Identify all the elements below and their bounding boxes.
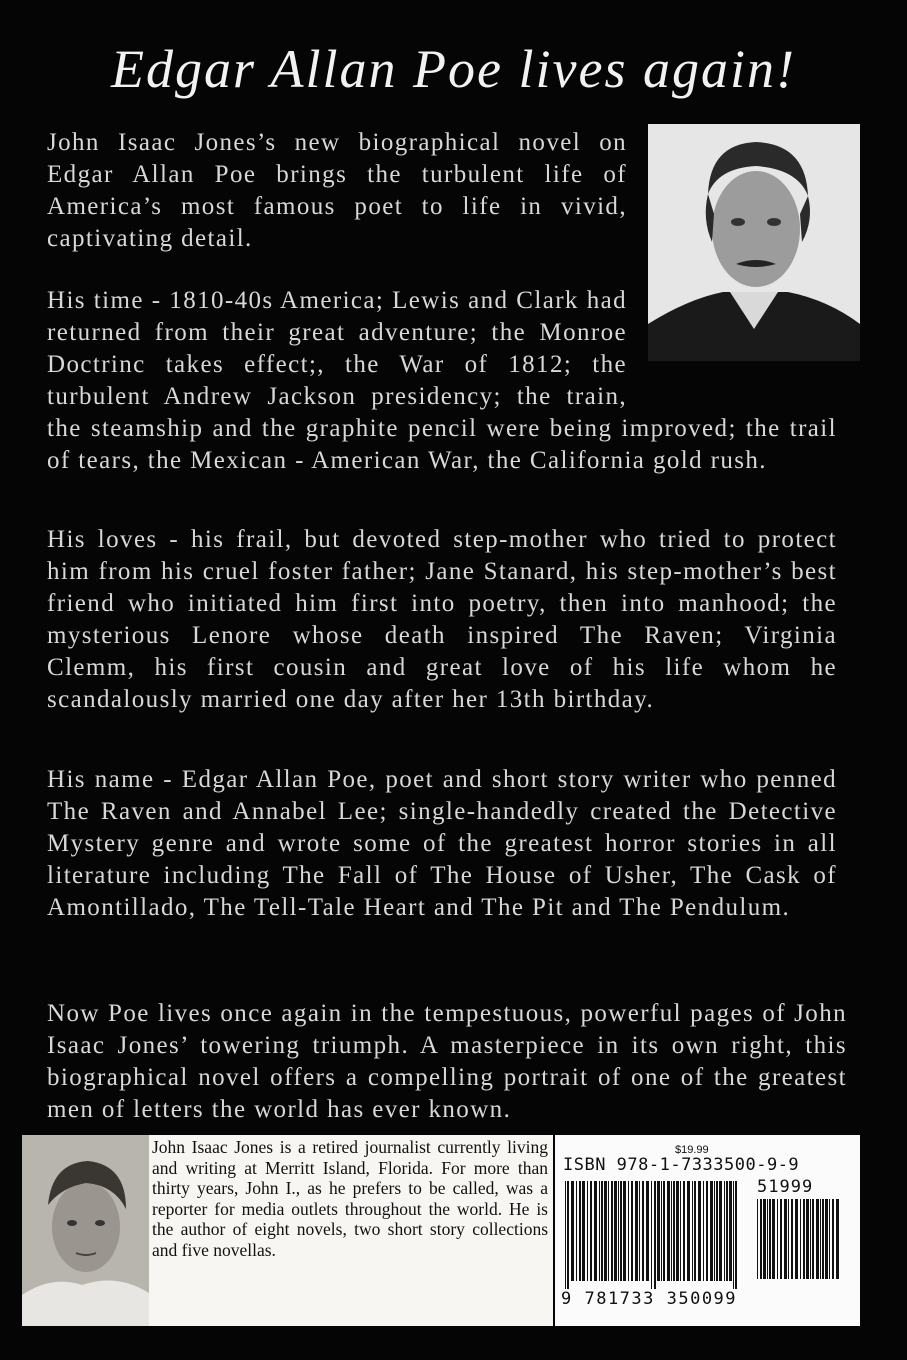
- barcode-bar: [812, 1199, 814, 1279]
- name-paragraph: His name - Edgar Allan Poe, poet and short story writer who penned The Raven and Annabel Lee; single-handedly created the Detective Mystery genre and wrote some of the greatest horror stories in all literature including The Fall of The House of Usher, The Cask of Amontillado, The Tell-Tale Heart and The Pit and The Pendulum.: [47, 766, 837, 921]
- barcode-bar: [769, 1199, 771, 1279]
- addon-barcode: [757, 1199, 847, 1289]
- barcode-bar: [620, 1181, 622, 1281]
- barcode-bar: [735, 1181, 737, 1289]
- barcode-bar: [661, 1181, 662, 1281]
- barcode-bar: [651, 1181, 652, 1289]
- barcode-bar: [582, 1181, 585, 1281]
- barcode-bar: [800, 1199, 801, 1279]
- ean-number: 9 781733 350099: [561, 1289, 738, 1309]
- barcode-bar: [777, 1199, 778, 1279]
- barcode-bar: [806, 1199, 809, 1279]
- barcode-bar: [590, 1181, 592, 1281]
- barcode-bar: [716, 1181, 718, 1281]
- barcode-bar: [803, 1199, 805, 1279]
- author-bio: John Isaac Jones is a retired journalist currently living and writing at Merritt Island, Florida. For more than thirty years, John I., as he prefers to be called, was a reporter for media outlets throughout the world. He is the author of eight novels, two short story collections and five novellas.: [152, 1137, 548, 1260]
- barcode-bar: [671, 1181, 672, 1281]
- barcode-bar: [635, 1181, 638, 1281]
- intro-paragraph: John Isaac Jones’s new biographical novel on Edgar Allan Poe brings the turbulent life of America’s most famous poet to life in vivid, captivating detail.: [47, 129, 627, 252]
- barcode-bar: [832, 1199, 834, 1279]
- barcode-bar: [594, 1181, 597, 1281]
- barcode-bar: [836, 1199, 839, 1279]
- barcode-bar: [587, 1181, 588, 1281]
- ean-barcode: [565, 1181, 751, 1291]
- barcode-bar: [729, 1181, 732, 1281]
- barcode-bar: [608, 1181, 609, 1281]
- barcode-bar: [795, 1199, 798, 1279]
- barcode-bar: [683, 1181, 685, 1281]
- barcode-bar: [614, 1181, 617, 1281]
- barcode-bar: [710, 1181, 713, 1281]
- author-photo-image: [22, 1135, 149, 1326]
- barcode-bar: [726, 1181, 728, 1281]
- barcode-bar: [565, 1181, 566, 1289]
- loves-paragraph: His loves - his frail, but devoted step-mother who tried to protect him from his cruel foster father; Jane Stanard, his step-mother’s best friend who initiated him first into poetry, then into manhood; the mysterious Lenore whose death inspired The Raven; Virginia Clemm, his first cousin and great love of his life whom he scandalously married one day after her 13th birthday.: [47, 526, 837, 713]
- time-paragraph-text: His time - 1810-40s America; Lewis and Clark had returned from their great adventure; the Monroe Doctrinc takes effect;, the War of 1812; the turbulent Andrew Jackson presidency; the train, the steamship and the graphite pencil were being improved; the trail of tears, the Mexican - American War, the California gold rush.: [47, 287, 837, 474]
- time-paragraph: [47, 285, 837, 477]
- author-box: [22, 1135, 553, 1326]
- barcode-bar: [694, 1181, 696, 1281]
- barcode-bar: [703, 1181, 704, 1281]
- barcode-bar: [618, 1181, 619, 1281]
- barcode-bar: [576, 1181, 577, 1281]
- barcode-bar: [760, 1199, 762, 1279]
- barcode-bar: [611, 1181, 613, 1281]
- barcode-bar: [757, 1199, 758, 1279]
- barcode-bar: [642, 1181, 644, 1281]
- barcode-bar: [628, 1181, 629, 1281]
- barcode-bar: [810, 1199, 811, 1279]
- barcode-bar: [791, 1199, 793, 1279]
- barcode-bar: [599, 1181, 600, 1281]
- isbn-label: ISBN 978-1-7333500-9-9: [563, 1155, 800, 1175]
- barcode-bar: [724, 1181, 725, 1281]
- barcode-bar: [646, 1181, 649, 1281]
- barcode-bar: [571, 1181, 574, 1281]
- headline: Edgar Allan Poe lives again!: [111, 39, 796, 99]
- barcode-bar: [763, 1199, 766, 1279]
- barcode-bar: [601, 1181, 603, 1281]
- barcode-bar: [829, 1199, 830, 1279]
- barcode-bar: [822, 1199, 824, 1279]
- barcode-bar: [654, 1181, 656, 1289]
- barcode-bar: [825, 1199, 828, 1279]
- barcode-bar: [623, 1181, 626, 1281]
- portrait-wrap-spacer: [627, 285, 837, 383]
- addon-number: 51999: [757, 1177, 814, 1197]
- barcode-bar: [687, 1181, 690, 1281]
- closing-paragraph: Now Poe lives once again in the tempestuous, powerful pages of John Isaac Jones’ towering triumph. A masterpiece in its own right, this biographical novel offers a compelling portrait of one of the greatest men of letters the world has ever known.: [47, 1000, 847, 1123]
- barcode-bar: [639, 1181, 640, 1281]
- barcode-bar: [692, 1181, 693, 1281]
- barcode-bar: [780, 1199, 782, 1279]
- barcode-bar: [680, 1181, 681, 1281]
- barcode-bar: [733, 1181, 734, 1289]
- barcode-bar: [820, 1199, 821, 1279]
- barcode-bar: [714, 1181, 715, 1281]
- barcode-bar: [784, 1199, 787, 1279]
- barcode-bar: [663, 1181, 665, 1281]
- barcode-bar: [567, 1181, 569, 1289]
- barcode-bar: [667, 1181, 670, 1281]
- barcode-bar: [816, 1199, 819, 1279]
- barcode-bar: [698, 1181, 701, 1281]
- barcode-bar: [657, 1181, 660, 1281]
- barcode-bar: [631, 1181, 633, 1281]
- barcode-bar: [788, 1199, 789, 1279]
- price-label: $19.99: [675, 1144, 709, 1156]
- barcode-bar: [579, 1181, 581, 1281]
- barcode-bar: [706, 1181, 708, 1281]
- barcode-bar: [767, 1199, 768, 1279]
- barcode-bar: [673, 1181, 675, 1281]
- barcode-bar: [676, 1181, 679, 1281]
- barcode-bar: [719, 1181, 722, 1281]
- barcode-box: [555, 1135, 860, 1326]
- barcode-bar: [772, 1199, 775, 1279]
- barcode-bar: [604, 1181, 607, 1281]
